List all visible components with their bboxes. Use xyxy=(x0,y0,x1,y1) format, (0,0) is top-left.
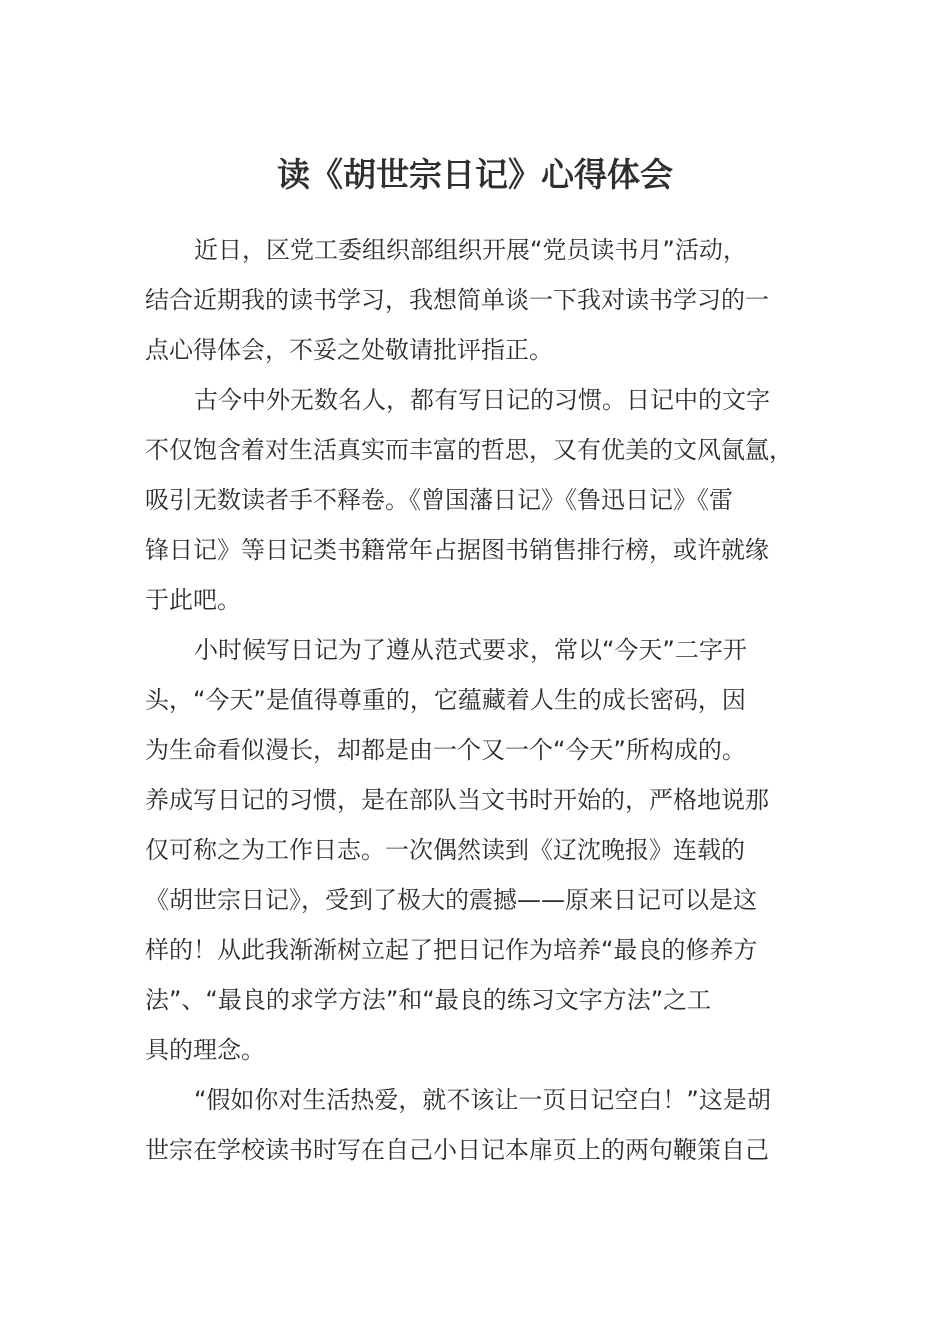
paragraph-line: 仅可称之为工作日志。一次偶然读到《辽沈晚报》连载的 xyxy=(145,836,745,864)
paragraph-line: 于此吧。 xyxy=(145,586,241,614)
paragraph-line: 头，“今天”是值得尊重的，它蕴藏着人生的成长密码，因 xyxy=(145,686,746,714)
paragraph-line: 《胡世宗日记》，受到了极大的震撼——原来日记可以是这 xyxy=(145,886,757,914)
paragraph-line: 世宗在学校读书时写在自己小日记本扉页上的两句鞭策自己 xyxy=(145,1136,769,1164)
paragraph-line: 吸引无数读者手不释卷。《曾国藩日记》《鲁迅日记》《雷 xyxy=(145,486,733,514)
paragraph-line: 不仅饱含着对生活真实而丰富的哲思，又有优美的文风氤氲， xyxy=(145,436,793,464)
paragraph-line: 点心得体会，不妥之处敬请批评指正。 xyxy=(145,336,553,364)
paragraph-line: 近日，区党工委组织部组织开展“党员读书月”活动， xyxy=(194,236,747,264)
document-title: 读《胡世宗日记》心得体会 xyxy=(277,155,673,194)
paragraph-line: 古今中外无数名人，都有写日记的习惯。日记中的文字 xyxy=(194,386,770,414)
paragraph-line: 锋日记》等日记类书籍常年占据图书销售排行榜，或许就缘 xyxy=(145,536,769,564)
paragraph-line: 法”、“最良的求学方法”和“最良的练习文字方法”之工 xyxy=(145,986,712,1014)
paragraph-line: 结合近期我的读书学习，我想简单谈一下我对读书学习的一 xyxy=(145,286,769,314)
paragraph-line: 具的理念。 xyxy=(145,1036,265,1064)
paragraph-line: 养成写日记的习惯，是在部队当文书时开始的，严格地说那 xyxy=(145,786,769,814)
paragraph-line: “假如你对生活热爱，就不该让一页日记空白！”这是胡 xyxy=(194,1086,771,1114)
paragraph-line: 小时候写日记为了遵从范式要求，常以“今天”二字开 xyxy=(194,636,747,664)
paragraph-line: 样的！从此我渐渐树立起了把日记作为培养“最良的修养方 xyxy=(145,936,758,964)
paragraph-line: 为生命看似漫长，却都是由一个又一个“今天”所构成的。 xyxy=(145,736,746,764)
